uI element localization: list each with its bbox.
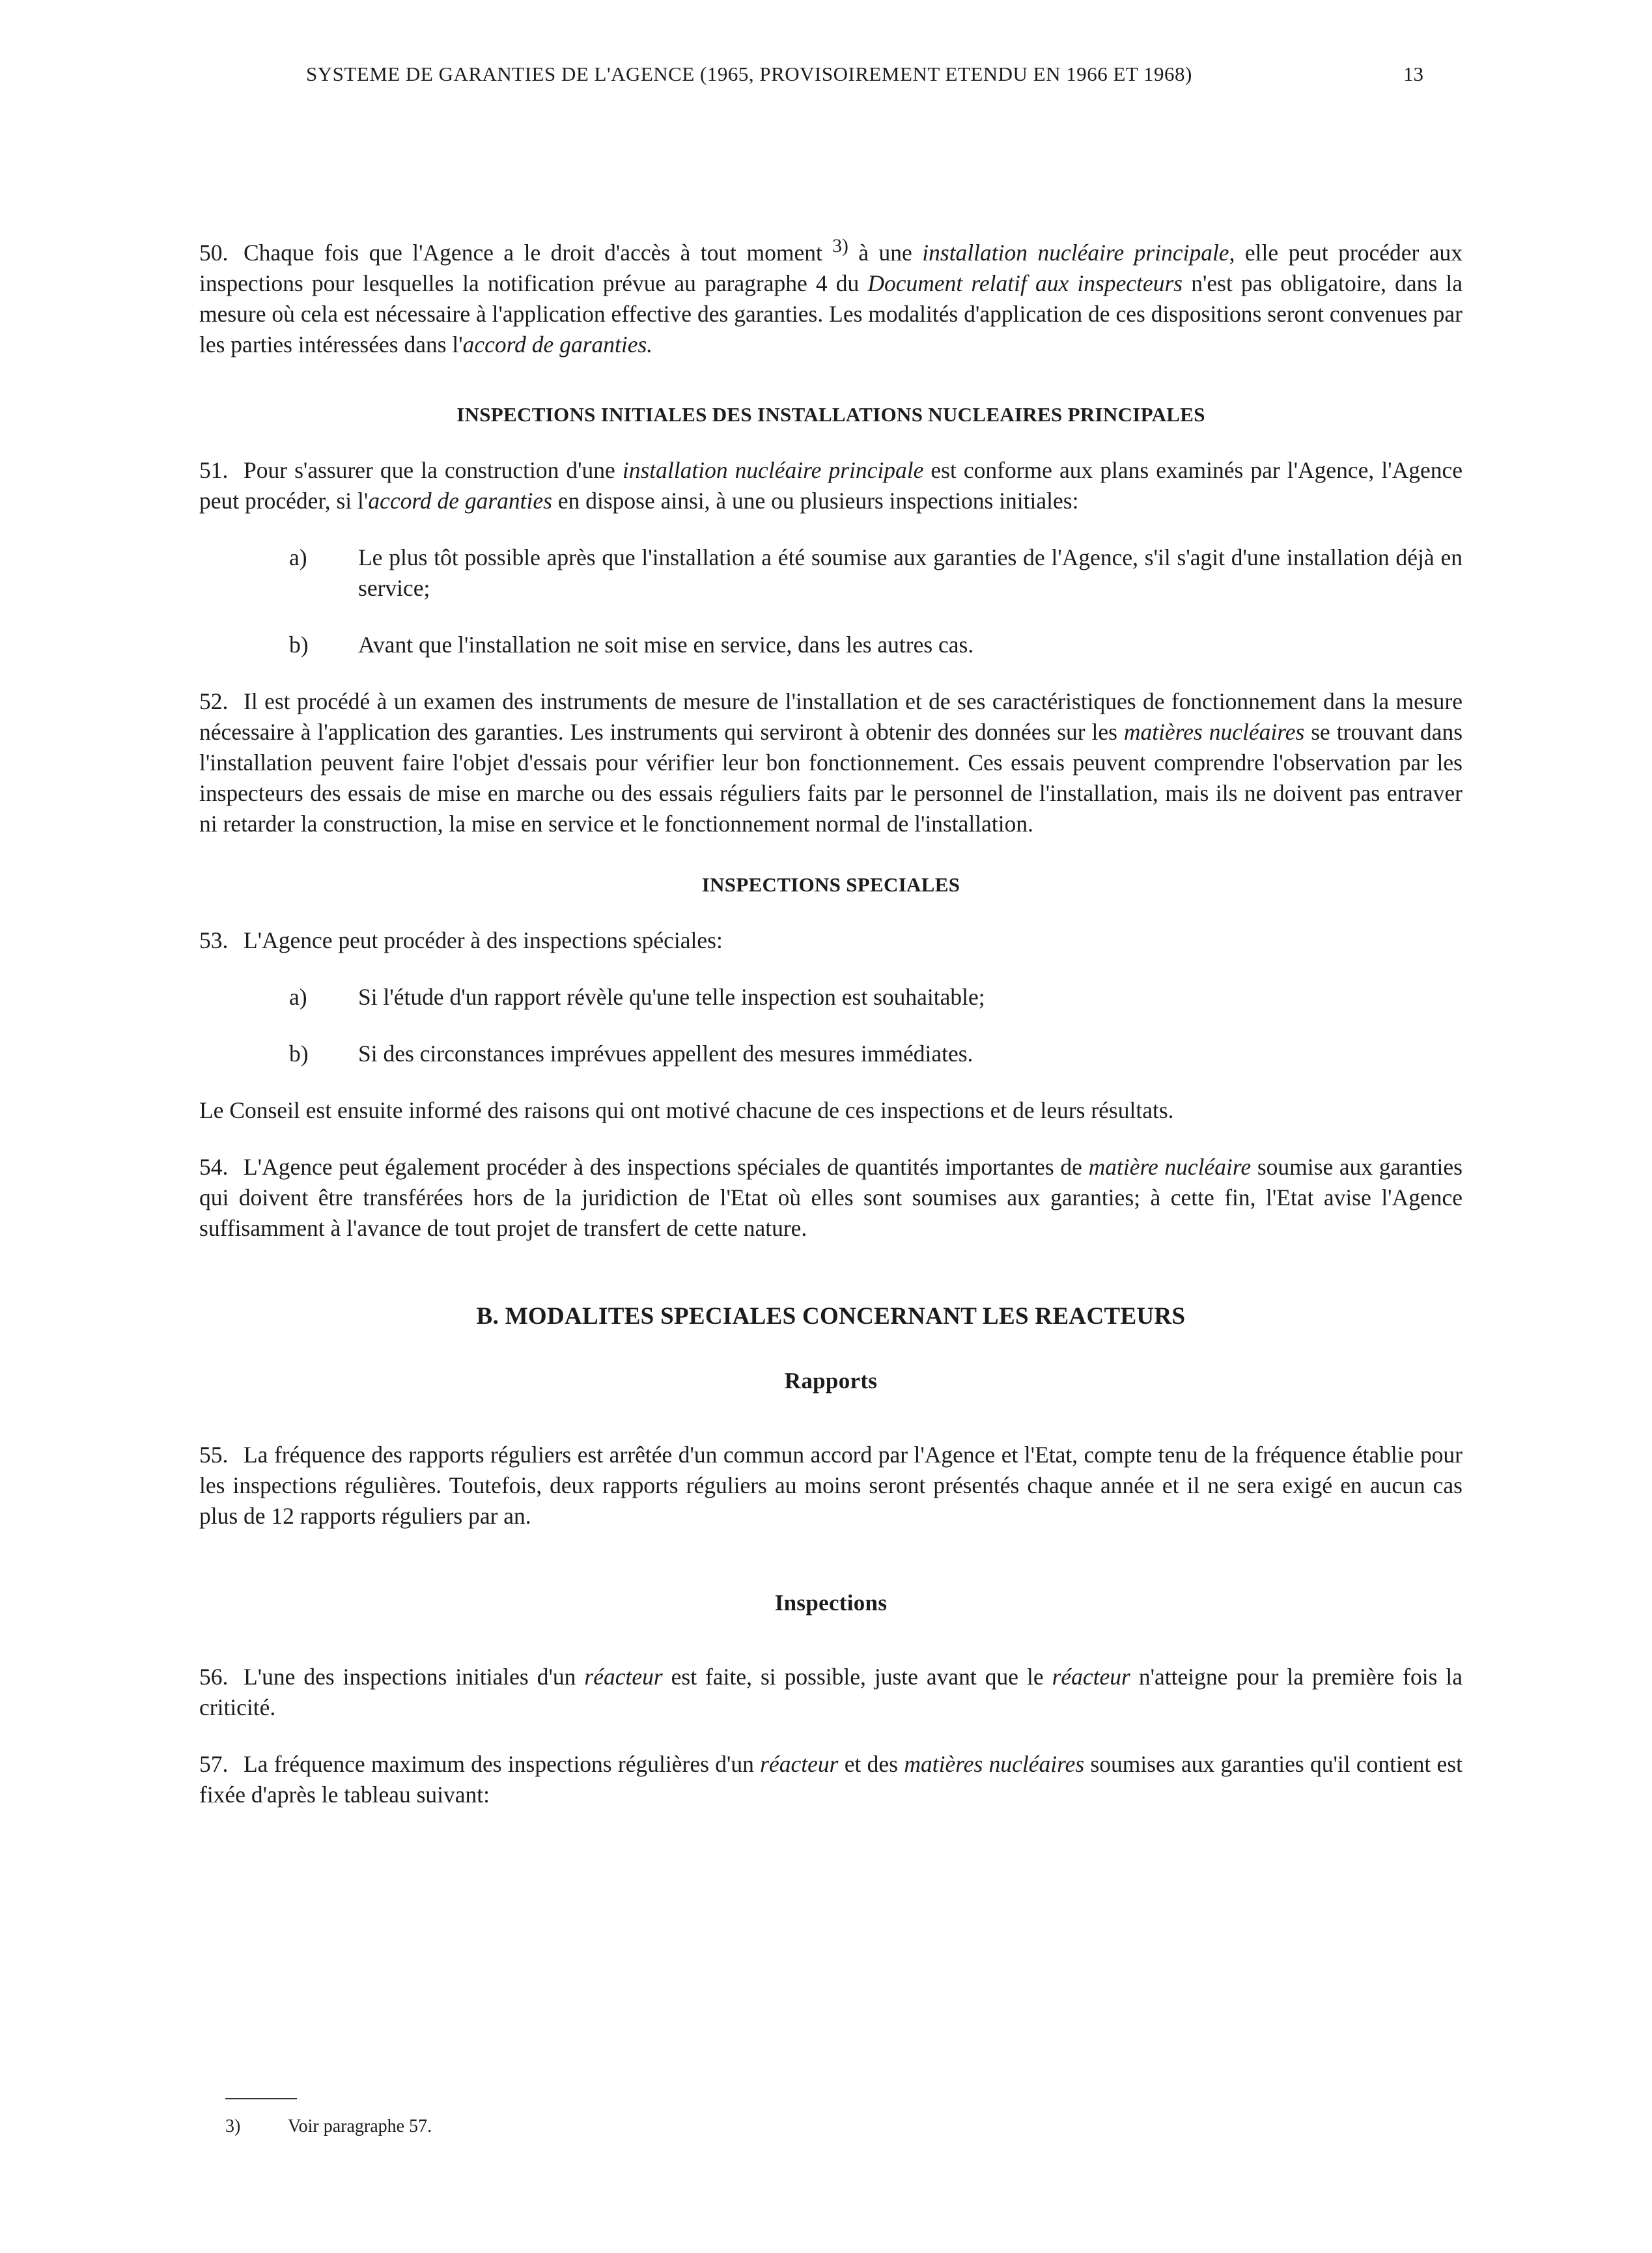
paragraph-number: 56. [199, 1663, 229, 1690]
defined-term: réacteur [760, 1750, 839, 1777]
paragraph-55: 55. La fréquence des rapports réguliers est arrêtée d'un commun accord par l'Agence et l'Etat, compte tenu de la fréquence établie pour les inspections régulières. Toutefois, deux rapports réguliers au moins seront présentés chaque année et il ne sera exigé en aucun cas plus de 12 rapports réguliers par an. [199, 1440, 1463, 1532]
paragraph-number: 57. [199, 1750, 229, 1777]
part-heading-b: B. MODALITES SPECIALES CONCERNANT LES REACTEURS [476, 1302, 1186, 1330]
footnote [225, 2116, 432, 2137]
defined-term: installation nucléaire principale [922, 239, 1229, 266]
defined-term: accord de garanties. [462, 331, 653, 357]
paragraph-number: 53. [199, 927, 229, 953]
page-number: 13 [1403, 63, 1423, 85]
paragraph-53-conclusion: Le Conseil est ensuite informé des raisons qui ont motivé chacune de ces inspections et de leurs résultats. [199, 1097, 1174, 1123]
paragraph-number: 55. [199, 1441, 229, 1468]
paragraph-number: 51. [199, 456, 229, 483]
list-item: a) Si l'étude d'un rapport révèle qu'une telle inspection est souhaitable; [289, 983, 985, 1010]
defined-term: accord de garanties [368, 487, 552, 514]
footnote-text: Voir paragraphe 57. [288, 2116, 432, 2136]
page-body [199, 231, 1463, 1810]
paragraph-56: 56. L'une des inspections initiales d'un réacteur est faite, si possible, juste avant que le réacteur n'atteigne pour la première fois la criticité. [199, 1662, 1463, 1723]
subheading-inspections: Inspections [774, 1589, 888, 1616]
paragraph-52: 52. Il est procédé à un examen des instruments de mesure de l'installation et de ses caractéristiques de fonctionnement dans la mesure nécessaire à l'application des garanties. Les instruments qui serviront à obtenir des données sur les matières nucléaires se trouvant dans l'installation peuvent faire l'objet d'essais pour vérifier leur bon fonctionnement. Ces essais peuvent comprendre l'observation par les inspecteurs des essais de mise en marche ou des essais réguliers faits par le personnel de l'installation, mais ils ne doivent pas entraver ni retarder la construction, la mise en service et le fonctionnement normal de l'installation. [199, 686, 1463, 839]
list-item: b) Si des circonstances imprévues appellent des mesures immédiates. [289, 1040, 973, 1067]
section-heading-special: INSPECTIONS SPECIALES [701, 873, 960, 896]
paragraph-54: 54. L'Agence peut également procéder à des inspections spéciales de quantités importantes de matière nucléaire soumise aux garanties qui doivent être transférées hors de la juridiction de l'Etat où elles sont soumises aux garanties; à cette fin, l'Etat avise l'Agence suffisamment à l'avance de tout projet de transfert de cette nature. [199, 1152, 1463, 1244]
defined-term: matières nucléaires [904, 1750, 1085, 1777]
running-title: SYSTEME DE GARANTIES DE L'AGENCE (1965, PROVISOIREMENT ETENDU EN 1966 ET 1968) [306, 63, 1192, 85]
paragraph-51: 51. Pour s'assurer que la construction d'une installation nucléaire principale est conforme aux plans examinés par l'Agence, l'Agence peut procéder, si l'accord de garanties en dispose ainsi, à une ou plusieurs inspections initiales: [199, 455, 1463, 516]
paragraph-number: 52. [199, 688, 229, 714]
paragraph-number: 50. [199, 239, 229, 266]
list-item: b) Avant que l'installation ne soit mise en service, dans les autres cas. [289, 631, 974, 658]
defined-term: réacteur [584, 1663, 663, 1690]
defined-term: réacteur [1052, 1663, 1130, 1690]
paragraph-57: 57. La fréquence maximum des inspections régulières d'un réacteur et des matières nucléaires soumises aux garanties qu'il contient est fixée d'après le tableau suivant: [199, 1749, 1463, 1810]
footnote-number: 3) [225, 2116, 241, 2136]
paragraph-number: 54. [199, 1153, 229, 1180]
defined-term: Document relatif aux inspecteurs [867, 270, 1183, 296]
paragraph-53: 53. L'Agence peut procéder à des inspections spéciales: [199, 925, 1463, 956]
defined-term: installation nucléaire principale [622, 456, 924, 483]
list-item: a) Le plus tôt possible après que l'installation a été soumise aux garanties de l'Agence, s'il s'agit d'une installation déjà en service; [289, 544, 1463, 601]
footnote-rule [225, 2098, 297, 2099]
defined-term: matières nucléaires [1123, 718, 1305, 745]
section-heading-initial: INSPECTIONS INITIALES DES INSTALLATIONS NUCLEAIRES PRINCIPALES [456, 402, 1205, 426]
footnote-ref: 3) [832, 236, 848, 257]
paragraph-50: 50. Chaque fois que l'Agence a le droit d'accès à tout moment $^{3)}$ à une installation nucléaire principale, elle peut procéder aux inspections pour lesquelles la notification prévue au paragraphe 4 du Document relatif aux inspecteurs n'est pas obligatoire, dans la mesure où cela est nécessaire à l'application effective des garanties. Les modalités d'application de ces dispositions seront convenues par les parties intéressées dans l'accord de garanties. [199, 236, 1463, 357]
subheading-rapports: Rapports [784, 1367, 878, 1393]
defined-term: matière nucléaire [1088, 1153, 1252, 1180]
